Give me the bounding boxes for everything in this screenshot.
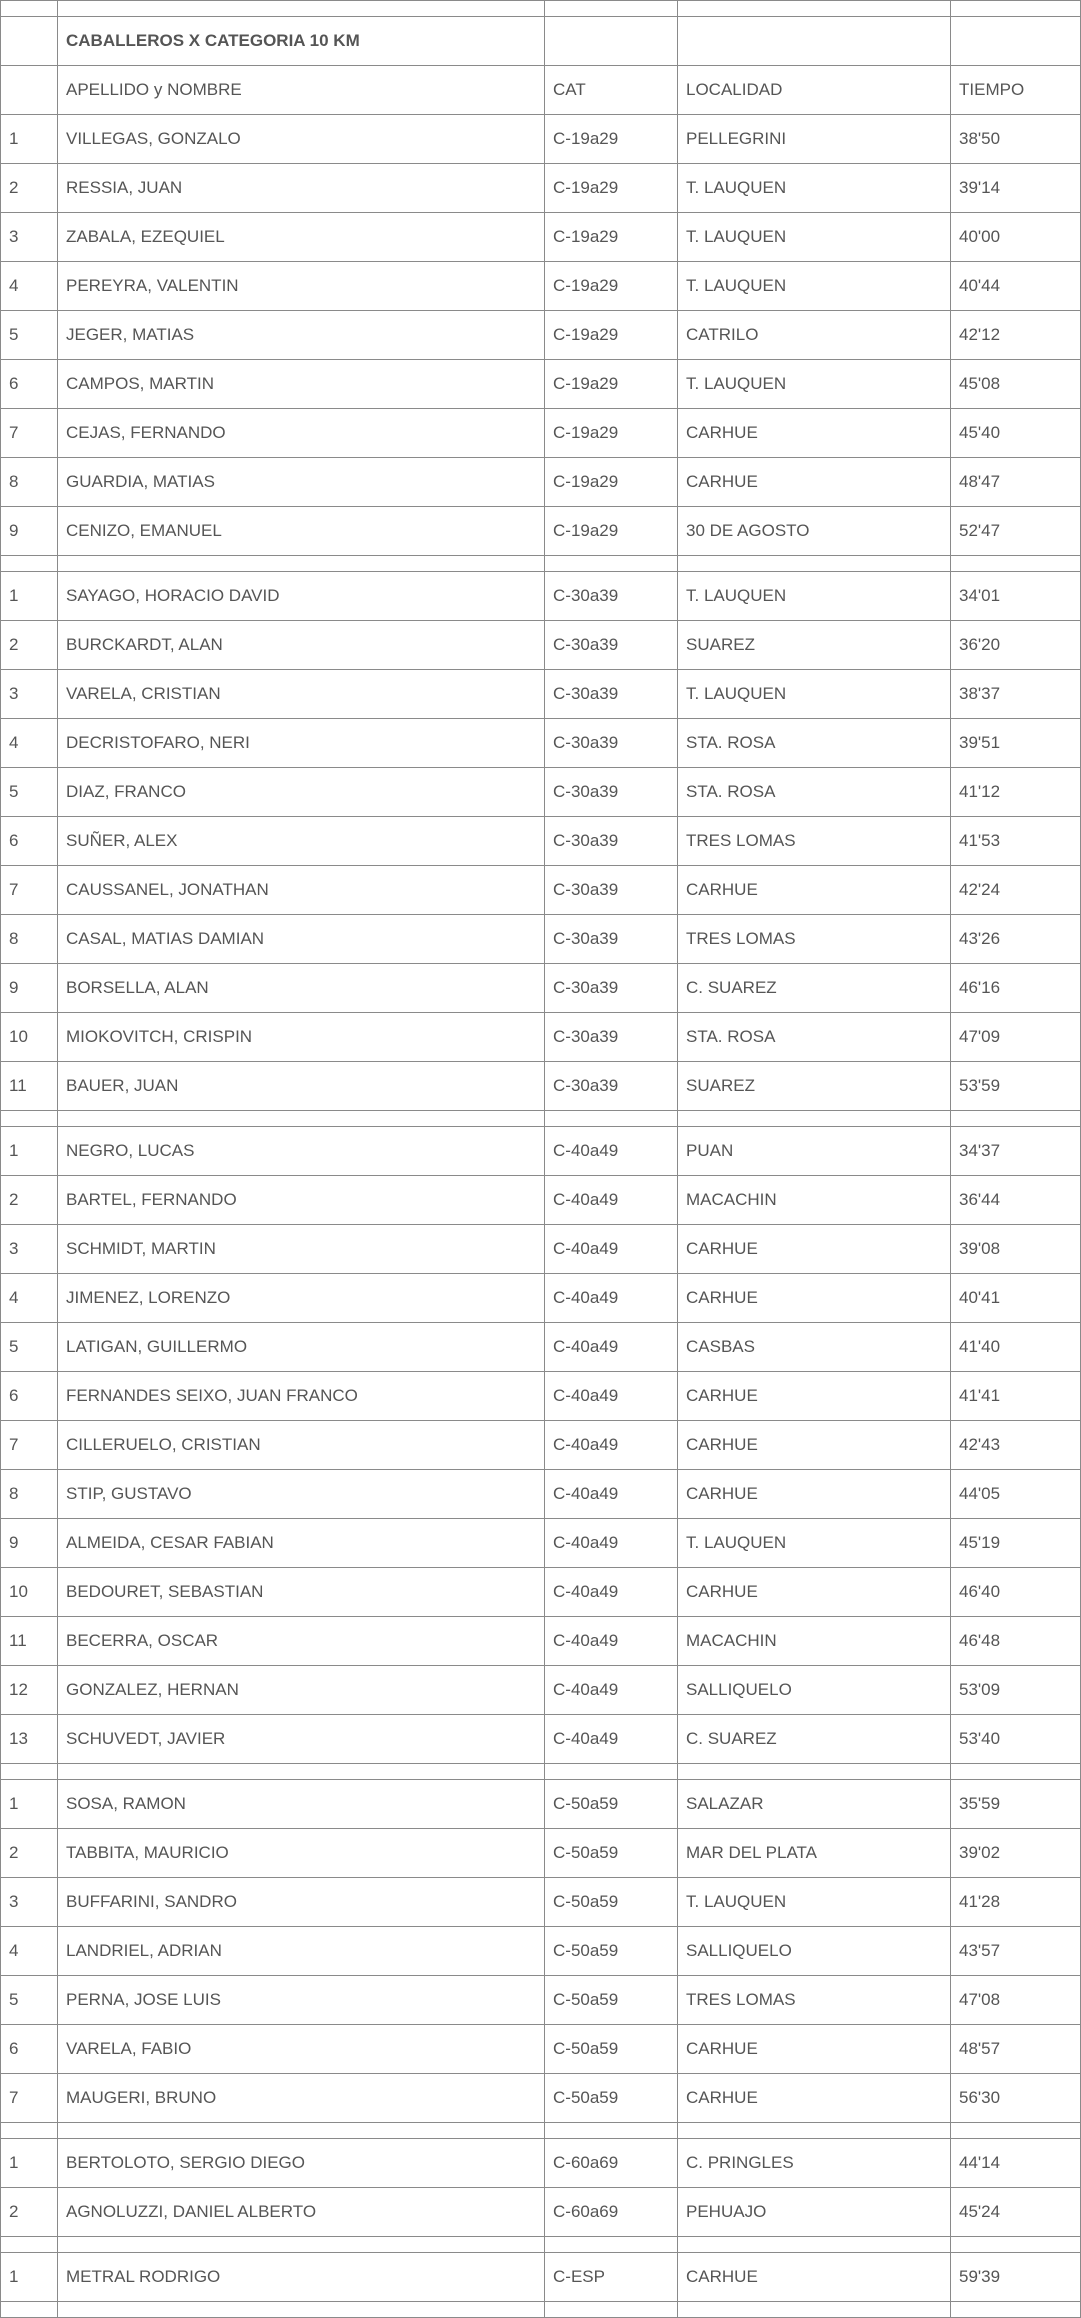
athlete-name-cell: JIMENEZ, LORENZO [58,1274,545,1323]
athlete-name-cell: BURCKARDT, ALAN [58,621,545,670]
athlete-name-cell: STIP, GUSTAVO [58,1470,545,1519]
table-row [1,2253,1081,2302]
category-cell: C-60a69 [545,2139,678,2188]
position-cell: 10 [1,1013,58,1062]
athlete-name-cell: CEJAS, FERNANDO [58,409,545,458]
position-cell: 4 [1,719,58,768]
category-cell: C-19a29 [545,360,678,409]
locality-cell: SALAZAR [678,1780,951,1829]
category-cell: C-19a29 [545,262,678,311]
table-row [1,213,1081,262]
locality-cell: T. LAUQUEN [678,213,951,262]
athlete-name-cell: GONZALEZ, HERNAN [58,1666,545,1715]
locality-cell: STA. ROSA [678,719,951,768]
time-cell: 46'16 [951,964,1081,1013]
category-cell: C-30a39 [545,915,678,964]
category-cell: C-30a39 [545,866,678,915]
category-cell: C-40a49 [545,1176,678,1225]
position-cell: 1 [1,2139,58,2188]
time-cell: 45'24 [951,2188,1081,2237]
locality-cell: T. LAUQUEN [678,262,951,311]
table-row [1,164,1081,213]
position-cell: 9 [1,507,58,556]
position-cell: 2 [1,621,58,670]
time-cell: 41'12 [951,768,1081,817]
header-category: CAT [545,66,678,115]
locality-cell: C. SUAREZ [678,1715,951,1764]
locality-cell: CATRILO [678,311,951,360]
athlete-name-cell: BERTOLOTO, SERGIO DIEGO [58,2139,545,2188]
category-cell: C-ESP [545,2253,678,2302]
time-cell: 45'19 [951,1519,1081,1568]
position-cell: 2 [1,2188,58,2237]
category-cell: C-40a49 [545,1666,678,1715]
table-row [1,1176,1081,1225]
position-cell: 4 [1,262,58,311]
locality-cell: TRES LOMAS [678,817,951,866]
position-cell: 9 [1,1519,58,1568]
time-cell: 47'09 [951,1013,1081,1062]
athlete-name-cell: BEDOURET, SEBASTIAN [58,1568,545,1617]
table-row [1,1274,1081,1323]
locality-cell: SALLIQUELO [678,1927,951,1976]
athlete-name-cell: TABBITA, MAURICIO [58,1829,545,1878]
time-cell: 53'40 [951,1715,1081,1764]
athlete-name-cell: LATIGAN, GUILLERMO [58,1323,545,1372]
table-title: CABALLEROS X CATEGORIA 10 KM [58,17,545,66]
category-cell: C-40a49 [545,1617,678,1666]
position-cell: 10 [1,1568,58,1617]
table-row [1,311,1081,360]
time-cell: 56'30 [951,2074,1081,2123]
position-cell: 12 [1,1666,58,1715]
athlete-name-cell: DECRISTOFARO, NERI [58,719,545,768]
header-position [1,66,58,115]
header-time: TIEMPO [951,66,1081,115]
athlete-name-cell: CASAL, MATIAS DAMIAN [58,915,545,964]
athlete-name-cell: METRAL RODRIGO [58,2253,545,2302]
category-cell: C-40a49 [545,1421,678,1470]
locality-cell: CARHUE [678,1372,951,1421]
locality-cell: TRES LOMAS [678,1976,951,2025]
category-cell: C-30a39 [545,670,678,719]
category-cell: C-50a59 [545,1976,678,2025]
athlete-name-cell: NEGRO, LUCAS [58,1127,545,1176]
time-cell: 40'44 [951,262,1081,311]
table-row [1,1470,1081,1519]
position-cell: 5 [1,311,58,360]
locality-cell: C. SUAREZ [678,964,951,1013]
table-row [1,409,1081,458]
time-cell: 35'59 [951,1780,1081,1829]
table-row [1,1323,1081,1372]
category-cell: C-19a29 [545,164,678,213]
table-row [1,2074,1081,2123]
athlete-name-cell: BUFFARINI, SANDRO [58,1878,545,1927]
locality-cell: CARHUE [678,2074,951,2123]
time-cell: 45'08 [951,360,1081,409]
category-cell: C-50a59 [545,1927,678,1976]
athlete-name-cell: LANDRIEL, ADRIAN [58,1927,545,1976]
locality-cell: STA. ROSA [678,1013,951,1062]
time-cell: 40'41 [951,1274,1081,1323]
table-row [1,1372,1081,1421]
table-row [1,1829,1081,1878]
group-separator-row [1,1111,1081,1127]
category-cell: C-30a39 [545,621,678,670]
results-table-body [1,1,1081,2318]
athlete-name-cell: CAUSSANEL, JONATHAN [58,866,545,915]
column-header-row [1,66,1081,115]
category-cell: C-40a49 [545,1127,678,1176]
locality-cell: CARHUE [678,1274,951,1323]
category-cell: C-19a29 [545,311,678,360]
table-row [1,115,1081,164]
table-row [1,360,1081,409]
time-cell: 59'39 [951,2253,1081,2302]
position-cell: 11 [1,1617,58,1666]
table-row [1,1421,1081,1470]
position-cell: 2 [1,164,58,213]
category-cell: C-40a49 [545,1372,678,1421]
position-cell: 5 [1,1323,58,1372]
position-cell: 2 [1,1829,58,1878]
position-cell: 3 [1,1225,58,1274]
table-row [1,1519,1081,1568]
category-cell: C-19a29 [545,409,678,458]
category-cell: C-30a39 [545,719,678,768]
time-cell: 39'08 [951,1225,1081,1274]
category-cell: C-30a39 [545,1013,678,1062]
table-row [1,964,1081,1013]
position-cell: 7 [1,409,58,458]
category-cell: C-30a39 [545,1062,678,1111]
position-cell: 3 [1,670,58,719]
category-cell: C-19a29 [545,507,678,556]
locality-cell: TRES LOMAS [678,915,951,964]
athlete-name-cell: CAMPOS, MARTIN [58,360,545,409]
position-cell: 4 [1,1927,58,1976]
position-cell: 8 [1,915,58,964]
locality-cell: 30 DE AGOSTO [678,507,951,556]
position-cell: 6 [1,360,58,409]
athlete-name-cell: VARELA, CRISTIAN [58,670,545,719]
locality-cell: T. LAUQUEN [678,1878,951,1927]
category-cell: C-40a49 [545,1225,678,1274]
category-cell: C-40a49 [545,1715,678,1764]
time-cell: 41'28 [951,1878,1081,1927]
athlete-name-cell: SAYAGO, HORACIO DAVID [58,572,545,621]
table-row [1,768,1081,817]
table-row [1,621,1081,670]
athlete-name-cell: BORSELLA, ALAN [58,964,545,1013]
position-cell: 6 [1,2025,58,2074]
time-cell: 53'59 [951,1062,1081,1111]
table-row [1,2025,1081,2074]
position-cell: 1 [1,115,58,164]
group-separator-row [1,1764,1081,1780]
time-cell: 47'08 [951,1976,1081,2025]
category-cell: C-30a39 [545,572,678,621]
time-cell: 46'40 [951,1568,1081,1617]
locality-cell: CARHUE [678,1568,951,1617]
table-row [1,2139,1081,2188]
table-row [1,1878,1081,1927]
category-cell: C-30a39 [545,817,678,866]
table-row [1,915,1081,964]
time-cell: 38'50 [951,115,1081,164]
table-row [1,262,1081,311]
locality-cell: CARHUE [678,866,951,915]
position-cell: 3 [1,1878,58,1927]
table-title-row [1,17,1081,66]
athlete-name-cell: PEREYRA, VALENTIN [58,262,545,311]
position-cell: 1 [1,1127,58,1176]
athlete-name-cell: SCHMIDT, MARTIN [58,1225,545,1274]
category-cell: C-50a59 [545,1829,678,1878]
locality-cell: T. LAUQUEN [678,164,951,213]
locality-cell: T. LAUQUEN [678,572,951,621]
locality-cell: STA. ROSA [678,768,951,817]
table-row [1,866,1081,915]
athlete-name-cell: FERNANDES SEIXO, JUAN FRANCO [58,1372,545,1421]
category-cell: C-40a49 [545,1470,678,1519]
category-cell: C-19a29 [545,115,678,164]
time-cell: 39'51 [951,719,1081,768]
time-cell: 53'09 [951,1666,1081,1715]
time-cell: 40'00 [951,213,1081,262]
position-cell: 4 [1,1274,58,1323]
position-cell: 3 [1,213,58,262]
position-cell: 9 [1,964,58,1013]
category-cell: C-50a59 [545,1780,678,1829]
locality-cell: T. LAUQUEN [678,670,951,719]
category-cell: C-40a49 [545,1274,678,1323]
athlete-name-cell: JEGER, MATIAS [58,311,545,360]
locality-cell: C. PRINGLES [678,2139,951,2188]
athlete-name-cell: ZABALA, EZEQUIEL [58,213,545,262]
time-cell: 52'47 [951,507,1081,556]
athlete-name-cell: VILLEGAS, GONZALO [58,115,545,164]
position-cell: 2 [1,1176,58,1225]
time-cell: 36'20 [951,621,1081,670]
table-row [1,1780,1081,1829]
position-cell: 5 [1,768,58,817]
locality-cell: CARHUE [678,409,951,458]
position-cell: 5 [1,1976,58,2025]
category-cell: C-30a39 [545,964,678,1013]
athlete-name-cell: CILLERUELO, CRISTIAN [58,1421,545,1470]
time-cell: 41'40 [951,1323,1081,1372]
header-locality: LOCALIDAD [678,66,951,115]
time-cell: 43'57 [951,1927,1081,1976]
position-cell: 8 [1,458,58,507]
table-row [1,1715,1081,1764]
time-cell: 39'02 [951,1829,1081,1878]
locality-cell: MAR DEL PLATA [678,1829,951,1878]
locality-cell: CARHUE [678,458,951,507]
position-cell: 1 [1,572,58,621]
table-row [1,507,1081,556]
table-row [1,1927,1081,1976]
time-cell: 41'41 [951,1372,1081,1421]
table-row [1,2188,1081,2237]
category-cell: C-19a29 [545,458,678,507]
athlete-name-cell: GUARDIA, MATIAS [58,458,545,507]
position-cell: 7 [1,866,58,915]
position-cell: 11 [1,1062,58,1111]
athlete-name-cell: BARTEL, FERNANDO [58,1176,545,1225]
category-cell: C-50a59 [545,2074,678,2123]
table-row [1,719,1081,768]
athlete-name-cell: DIAZ, FRANCO [58,768,545,817]
time-cell: 42'12 [951,311,1081,360]
group-separator-row [1,2237,1081,2253]
locality-cell: CARHUE [678,1225,951,1274]
time-cell: 44'14 [951,2139,1081,2188]
locality-cell: PELLEGRINI [678,115,951,164]
table-row [1,1127,1081,1176]
table-row [1,1013,1081,1062]
athlete-name-cell: PERNA, JOSE LUIS [58,1976,545,2025]
category-cell: C-50a59 [545,2025,678,2074]
locality-cell: MACACHIN [678,1176,951,1225]
time-cell: 48'57 [951,2025,1081,2074]
table-row [1,1976,1081,2025]
locality-cell: SUAREZ [678,621,951,670]
athlete-name-cell: ALMEIDA, CESAR FABIAN [58,1519,545,1568]
spacer-row [1,1,1081,17]
position-cell: 6 [1,1372,58,1421]
athlete-name-cell: AGNOLUZZI, DANIEL ALBERTO [58,2188,545,2237]
time-cell: 39'14 [951,164,1081,213]
locality-cell: T. LAUQUEN [678,1519,951,1568]
category-cell: C-50a59 [545,1878,678,1927]
position-cell: 6 [1,817,58,866]
locality-cell: T. LAUQUEN [678,360,951,409]
position-cell: 8 [1,1470,58,1519]
athlete-name-cell: RESSIA, JUAN [58,164,545,213]
locality-cell: MACACHIN [678,1617,951,1666]
locality-cell: PUAN [678,1127,951,1176]
category-cell: C-19a29 [545,213,678,262]
position-cell: 7 [1,2074,58,2123]
category-cell: C-60a69 [545,2188,678,2237]
locality-cell: CARHUE [678,2025,951,2074]
category-cell: C-40a49 [545,1568,678,1617]
table-row [1,572,1081,621]
time-cell: 41'53 [951,817,1081,866]
locality-cell: PEHUAJO [678,2188,951,2237]
time-cell: 34'01 [951,572,1081,621]
time-cell: 48'47 [951,458,1081,507]
athlete-name-cell: SUÑER, ALEX [58,817,545,866]
time-cell: 38'37 [951,670,1081,719]
table-row [1,1617,1081,1666]
locality-cell: CASBAS [678,1323,951,1372]
athlete-name-cell: BAUER, JUAN [58,1062,545,1111]
time-cell: 42'43 [951,1421,1081,1470]
locality-cell: CARHUE [678,2253,951,2302]
athlete-name-cell: SCHUVEDT, JAVIER [58,1715,545,1764]
table-row [1,817,1081,866]
group-separator-row [1,2302,1081,2318]
athlete-name-cell: SOSA, RAMON [58,1780,545,1829]
locality-cell: SALLIQUELO [678,1666,951,1715]
time-cell: 44'05 [951,1470,1081,1519]
position-cell: 1 [1,1780,58,1829]
table-row [1,670,1081,719]
time-cell: 36'44 [951,1176,1081,1225]
category-cell: C-40a49 [545,1323,678,1372]
athlete-name-cell: MIOKOVITCH, CRISPIN [58,1013,545,1062]
group-separator-row [1,2123,1081,2139]
time-cell: 45'40 [951,409,1081,458]
table-row [1,1568,1081,1617]
table-row [1,1225,1081,1274]
table-row [1,1666,1081,1715]
table-row [1,1062,1081,1111]
time-cell: 42'24 [951,866,1081,915]
group-separator-row [1,556,1081,572]
time-cell: 43'26 [951,915,1081,964]
time-cell: 46'48 [951,1617,1081,1666]
athlete-name-cell: CENIZO, EMANUEL [58,507,545,556]
locality-cell: CARHUE [678,1470,951,1519]
position-cell: 7 [1,1421,58,1470]
category-cell: C-30a39 [545,768,678,817]
position-cell: 1 [1,2253,58,2302]
athlete-name-cell: MAUGERI, BRUNO [58,2074,545,2123]
locality-cell: SUAREZ [678,1062,951,1111]
table-row [1,458,1081,507]
athlete-name-cell: BECERRA, OSCAR [58,1617,545,1666]
position-cell: 13 [1,1715,58,1764]
locality-cell: CARHUE [678,1421,951,1470]
category-cell: C-40a49 [545,1519,678,1568]
athlete-name-cell: VARELA, FABIO [58,2025,545,2074]
time-cell: 34'37 [951,1127,1081,1176]
header-name: APELLIDO y NOMBRE [58,66,545,115]
